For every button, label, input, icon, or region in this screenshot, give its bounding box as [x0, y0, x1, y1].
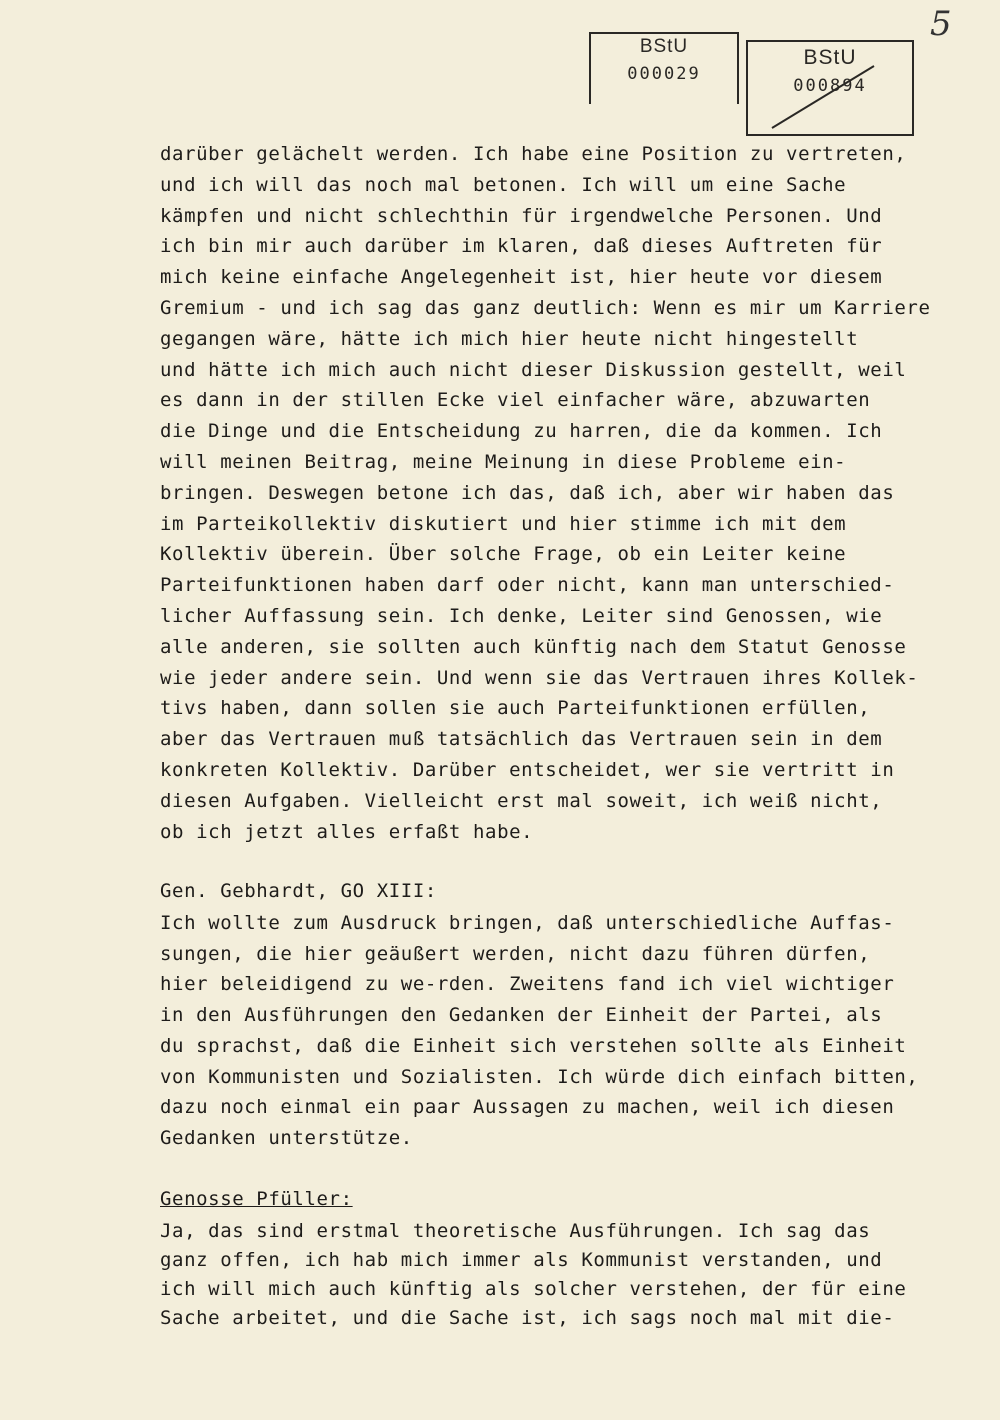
text-line: Parteifunktionen haben darf oder nicht, kann man unterschied-	[160, 574, 895, 597]
stamp-number: 000894	[793, 76, 867, 96]
text-line: darüber gelächelt werden. Ich habe eine Position zu vertreten,	[160, 143, 907, 165]
text-line: Ich wollte zum Ausdruck bringen, daß unterschiedliche Auffas-	[160, 912, 895, 934]
text-line: will meinen Beitrag, meine Meinung in diese Probleme ein-	[160, 451, 847, 473]
text-line: im Parteikollektiv diskutiert und hier stimme ich mit dem	[160, 512, 847, 535]
stamp-label: BStU	[803, 46, 857, 69]
text-line: Gremium - und ich sag das ganz deutlich: Wenn es mir um Karriere	[160, 297, 931, 319]
text-line: und ich will das noch mal betonen. Ich will um eine Sache	[160, 173, 847, 196]
text-line: bringen. Deswegen betone ich das, daß ich, aber wir haben das	[160, 481, 895, 504]
archive-stamp-1	[589, 32, 739, 104]
text-line: gegangen wäre, hätte ich mich hier heute nicht hingestellt	[160, 327, 859, 350]
text-line: ob ich jetzt alles erfaßt habe.	[160, 820, 534, 843]
text-line: von Kommunisten und Sozialisten. Ich würde dich einfach bitten,	[160, 1065, 919, 1088]
text-line: hier beleidigend zu we-rden. Zweitens fand ich viel wichtiger	[160, 973, 895, 996]
text-line: Ja, das sind erstmal theoretische Ausführungen. Ich sag das	[160, 1220, 871, 1242]
text-line: die Dinge und die Entscheidung zu harren, die da kommen. Ich	[160, 420, 883, 443]
text-line: alle anderen, sie sollten auch künftig nach dem Statut Genosse	[160, 635, 907, 658]
text-line: dazu noch einmal ein paar Aussagen zu machen, weil ich diesen	[160, 1096, 895, 1119]
text-line: konkreten Kollektiv. Darüber entscheidet, wer sie vertritt in	[160, 759, 895, 781]
text-line: ich bin mir auch darüber im klaren, daß dieses Auftreten für	[160, 235, 883, 258]
text-line: sungen, die hier geäußert werden, nicht dazu führen dürfen,	[160, 942, 871, 965]
text-line: in den Ausführungen den Gedanken der Einheit der Partei, als	[160, 1004, 883, 1027]
text-line: mich keine einfache Angelegenheit ist, hier heute vor diesem	[160, 266, 883, 289]
text-line: es dann in der stillen Ecke viel einfacher wäre, abzuwarten	[160, 389, 871, 412]
text-line: diesen Aufgaben. Vielleicht erst mal soweit, ich weiß nicht,	[160, 789, 883, 812]
speaker-label: Gen. Gebhardt, GO XIII:	[160, 880, 437, 902]
text-line: licher Auffassung sein. Ich denke, Leiter sind Genossen, wie	[160, 605, 883, 627]
stamp-label: BStU	[639, 36, 689, 57]
text-line: Kollektiv überein. Über solche Frage, ob ein Leiter keine	[160, 543, 847, 566]
page-number: 5	[930, 4, 952, 44]
text-line: wie jeder andere sein. Und wenn sie das Vertrauen ihres Kollek-	[160, 666, 919, 689]
stamp-number: 000029	[627, 64, 701, 84]
text-line: du sprachst, daß die Einheit sich verstehen sollte als Einheit	[160, 1034, 907, 1057]
text-line: kämpfen und nicht schlechthin für irgendwelche Personen. Und	[160, 204, 883, 227]
text-line: Gedanken unterstütze.	[160, 1126, 413, 1149]
text-line: und hätte ich mich auch nicht dieser Diskussion gestellt, weil	[160, 358, 907, 381]
text-line: tivs haben, dann sollen sie auch Parteifunktionen erfüllen,	[160, 697, 871, 720]
text-line: aber das Vertrauen muß tatsächlich das Vertrauen sein in dem	[160, 728, 883, 751]
text-line: ganz offen, ich hab mich immer als Kommunist verstanden, und	[160, 1249, 883, 1271]
strike-through-mark	[770, 62, 880, 132]
speaker-label: Genosse Pfüller:	[160, 1188, 353, 1210]
text-line: ich will mich auch künftig als solcher verstehen, der für eine	[160, 1278, 907, 1300]
text-line: Sache arbeitet, und die Sache ist, ich sags noch mal mit die-	[160, 1307, 895, 1329]
